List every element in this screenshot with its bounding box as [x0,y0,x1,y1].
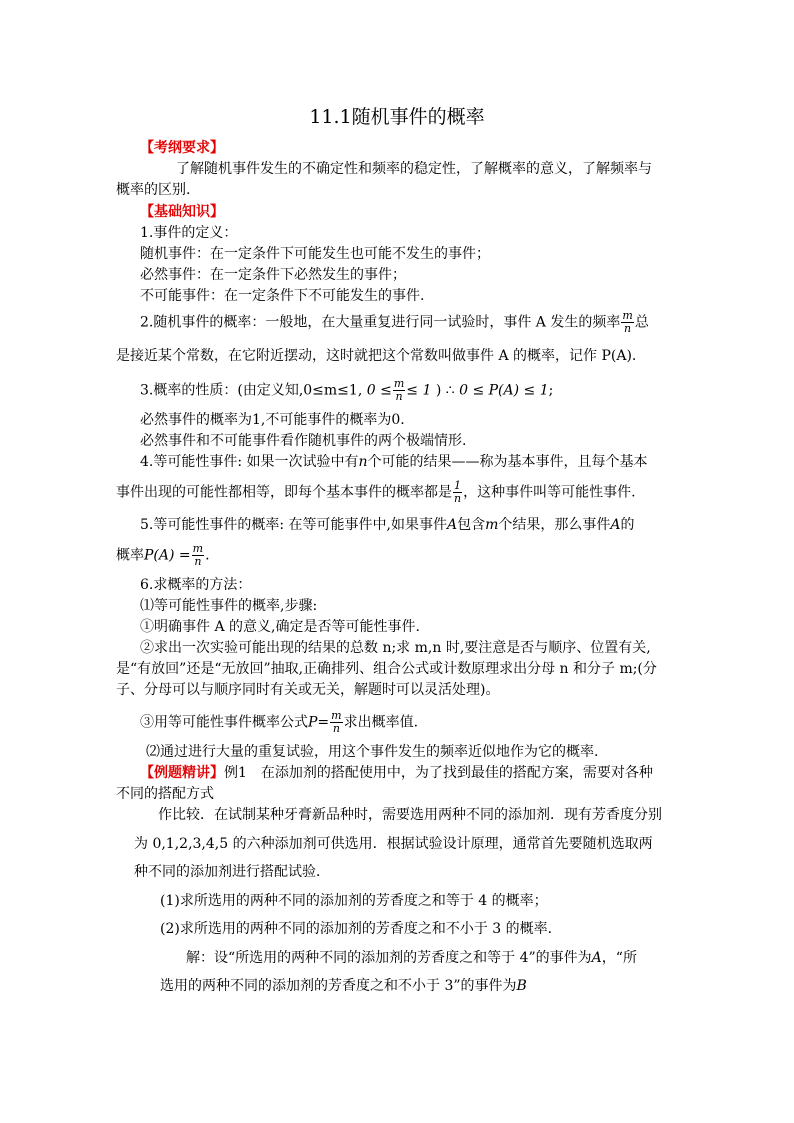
example-line-1 [140,763,653,783]
variable-A: A [446,517,458,533]
ep-text-a: 5.等可能性事件的概率: 在等可能事件中,如果事件 [140,517,447,533]
fraction-one-over-n [453,480,462,505]
equally-likely-probability-line-1 [140,515,635,535]
fraction-numerator: 1 [454,479,462,492]
basics-tag: 【基础知识】 [140,204,224,220]
step-3-text-b: 求出概率值. [343,714,419,731]
probability-definition-line-1 [140,310,649,335]
inequality-right: ≤ 1 [406,382,432,399]
question-1: (1)求所选用的两种不同的添加剂的芳香度之和等于 4 的概率； [160,893,548,909]
equally-likely-event-line-1 [140,452,648,472]
question-2: (2)求所选用的两种不同的添加剂的芳香度之和不小于 3 的概率． [160,921,562,937]
method-1-heading: ⑴等可能性事件的概率,步骤: [140,598,318,614]
method-2: ⑵通过进行大量的重复试验，用这个事件发生的频率近似地作为它的概率. [146,744,599,760]
certain-event-definition: 必然事件：在一定条件下必然发生的事件； [140,267,406,283]
properties-text: 3.概率的性质：(由定义知,0≤m≤1, [140,382,363,399]
fraction-numerator: m [192,542,204,555]
requirements-line-1: 了解随机事件发生的不确定性和频率的稳定性，了解概率的意义，了解频率与 [176,161,652,177]
page-title: 11.1随机事件的概率 [309,106,485,128]
fraction-denominator: n [395,390,403,403]
variable-A: A [591,950,602,966]
equally-likely-probability-line-2 [116,543,210,568]
equally-likely-text-d: ，这种事件叫等可能性事件. [463,484,636,501]
probability-definition-line-2: 是接近某个常数，在它附近摆动，这时就把这个常数叫做事件 A 的概率，记作 P(A). [116,348,637,364]
ep-text-b: 包含 [457,517,486,533]
ep-text-d: 的 [620,517,635,533]
event-definition-heading: 1.事件的定义： [140,225,238,241]
solution-text-a: 解：设“所选用的两种不同的添加剂的芳香度之和等于 4”的事件为 [186,950,592,966]
step-2-line-1: ②求出一次实验可能出现的结果的总数 n;求 m,n 时,要注意是否与顺序、位置有关, [140,640,651,656]
probability-definition-text: 2.随机事件的概率：一般地，在大量重复进行同一试验时，事件 A 发生的频率 [140,314,621,331]
section-tag-requirements [140,138,224,158]
example-tag: 【例题精讲】 [140,765,224,781]
example-line-3: 作比较．在试制某种牙膏新品种时，需要选用两种不同的添加剂．现有芳香度分别 [158,807,662,823]
extreme-cases-note: 必然事件和不可能事件看作随机事件的两个极端情形. [140,433,467,449]
ep-text-e: 概率 [116,547,144,564]
equally-likely-text-b: 个可能的结果——称为基本事件，且每个基本 [367,454,648,470]
solution-line-1 [186,948,637,968]
example-line-2: 不同的搭配方式 [116,786,214,802]
fraction-m-over-n [192,543,204,568]
solution-text-c: 选用的两种不同的添加剂的芳香度之和不小于 3”的事件为 [160,978,517,994]
fraction-m-over-n [621,310,633,335]
p-equals: P= [308,714,330,731]
section-tag-basics [140,202,224,222]
example-line-5: 种不同的添加剂进行搭配试验． [134,864,330,880]
probability-definition-tail: 总 [634,314,649,331]
fraction-numerator: m [393,377,405,390]
inequality-left: 0 ≤ [366,382,392,399]
fraction-denominator: n [454,492,462,505]
methods-heading: 6.求概率的方法： [140,577,252,593]
fraction-m-over-n [330,710,342,735]
fraction-denominator: n [624,322,632,335]
semicolon: ; [548,382,554,399]
ep-text-f: . [205,547,210,564]
variable-m: m [485,517,499,533]
fraction-m-over-n [393,378,405,403]
step-3 [140,710,418,735]
equally-likely-text-c: 事件出现的可能性都相等，即每个基本事件的概率都是 [116,484,452,501]
variable-B: B [516,978,527,994]
fraction-denominator: n [332,722,340,735]
fraction-numerator: m [622,309,633,322]
equally-likely-event-line-2 [116,480,636,505]
solution-line-2 [160,976,527,996]
therefore-symbol: ) ∴ [435,382,455,399]
equally-likely-text-a: 4.等可能性事件: 如果一次试验中有 [140,454,359,470]
probability-properties-line [140,378,553,403]
requirements-tag: 【考纲要求】 [140,140,224,156]
ep-text-c: 个结果，那么事件 [498,517,611,533]
example-text-1: 例1 在添加剂的搭配使用中，为了找到最佳的搭配方案，需要对各种 [224,765,653,781]
solution-text-b: ，“所 [601,950,637,966]
requirements-line-2: 概率的区别. [116,182,191,198]
certain-impossible-probability: 必然事件的概率为1,不可能事件的概率为0. [140,412,405,428]
fraction-numerator: m [331,709,342,722]
step-3-text-a: ③用等可能性事件概率公式 [140,714,308,731]
impossible-event-definition: 不可能事件：在一定条件下不可能发生的事件. [140,288,425,304]
example-line-4: 为 0,1,2,3,4,5 的六种添加剂可供选用．根据试验设计原理，通常首先要随机选取两 [134,836,653,852]
step-2-line-2: 是“有放回”还是“无放回”抽取,正确排列、组合公式或计数原理求出分母 n 和分子 m;(分 [116,661,657,677]
fraction-denominator: n [194,555,202,568]
step-2-line-3: 子、分母可以与顺序同时有关或无关，解题时可以灵活处理)。 [116,682,500,698]
variable-n: n [358,454,368,470]
probability-formula: P(A) = [144,547,191,564]
variable-A: A [610,517,621,533]
step-1: ①明确事件 A 的意义,确定是否等可能性事件. [140,619,420,635]
random-event-definition: 随机事件：在一定条件下可能发生也可能不发生的事件； [140,246,490,262]
probability-bounds-formula: 0 ≤ P(A) ≤ 1 [459,382,549,399]
